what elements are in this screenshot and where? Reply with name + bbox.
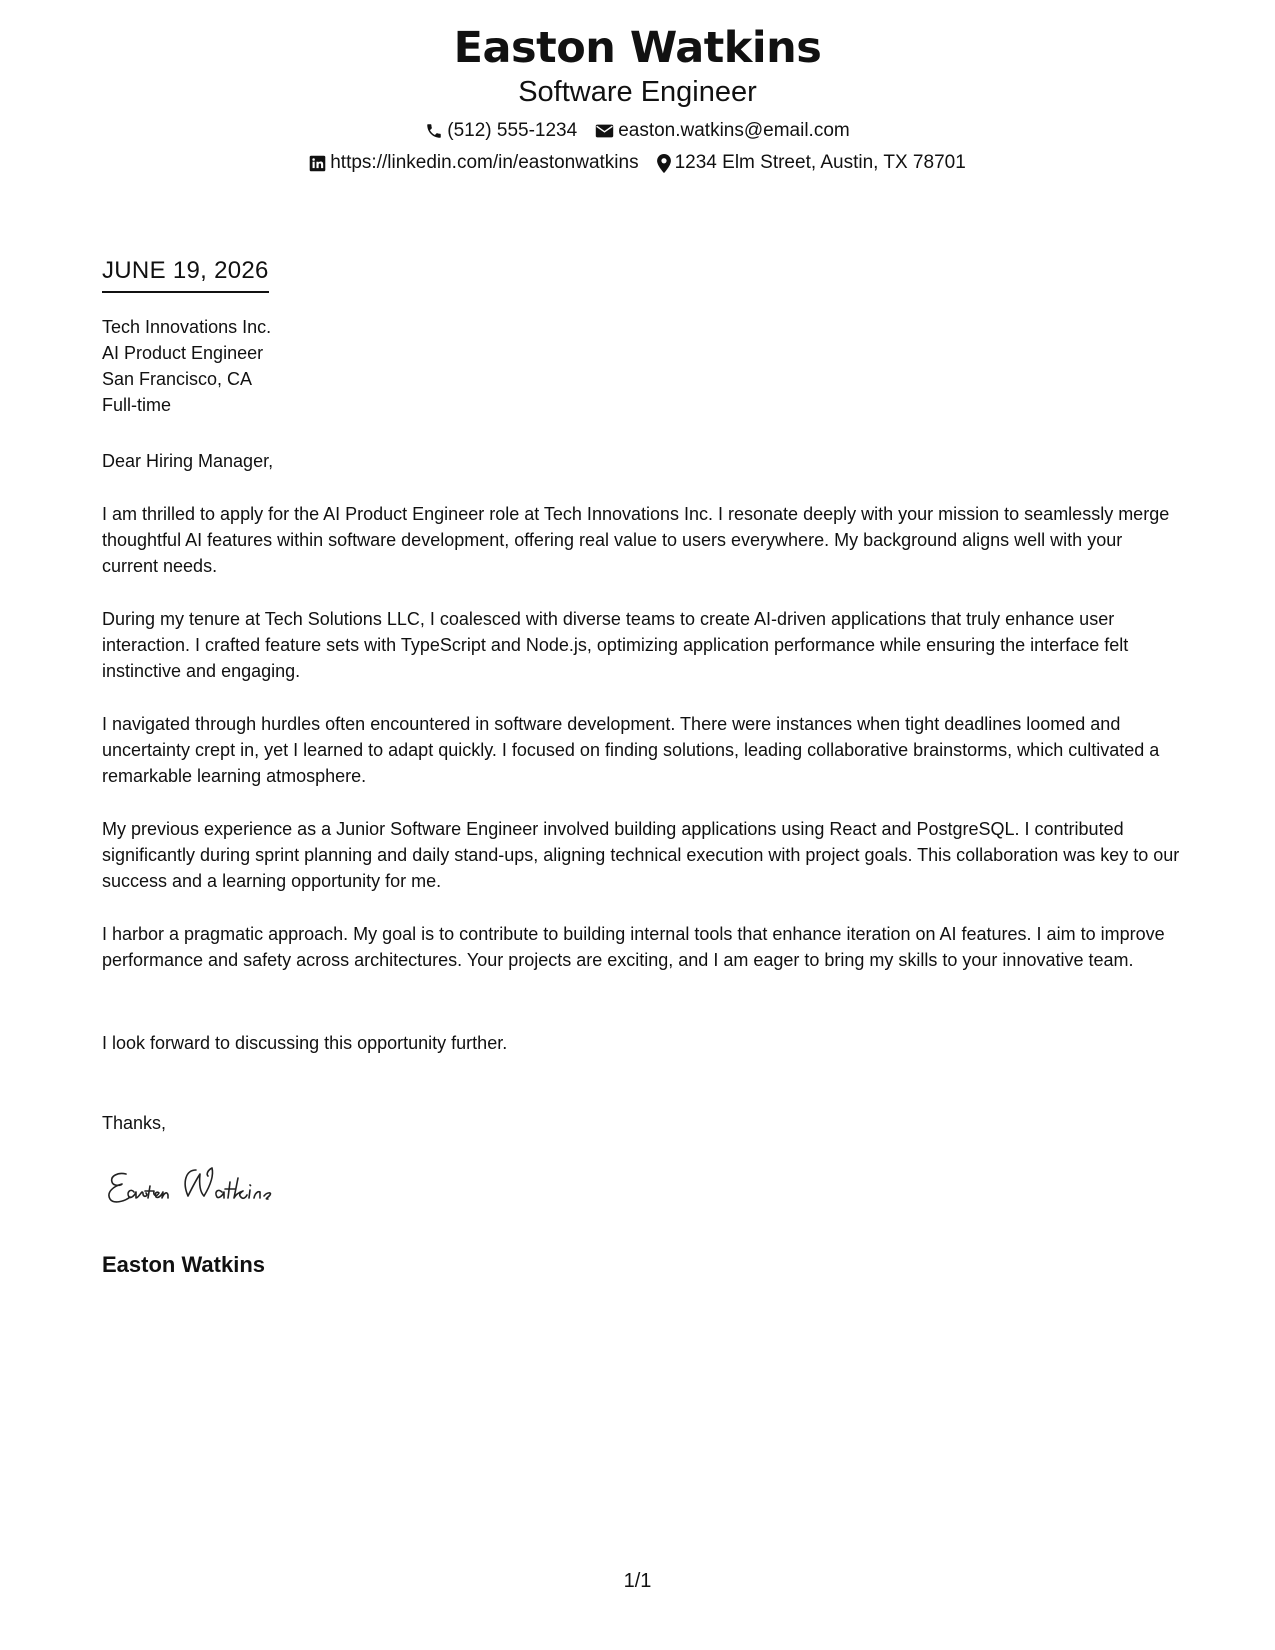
contact-linkedin[interactable] bbox=[309, 151, 638, 175]
letter-date: JUNE 19, 2026 bbox=[102, 256, 269, 293]
street-address: 1234 Elm Street, Austin, TX 78701 bbox=[674, 152, 966, 173]
letter-header bbox=[0, 22, 1275, 175]
body-paragraph: I harbor a pragmatic approach. My goal is to contribute to building internal tools that enhance iteration on AI features. I aim to improve performance and safety across architectures. Your projects are exciting, and I am eager to bring my skills to your innovative team. bbox=[102, 924, 1165, 970]
recipient-company: Tech Innovations Inc. bbox=[102, 317, 272, 337]
signer-name: Easton Watkins bbox=[102, 1252, 265, 1277]
phone-icon bbox=[425, 122, 443, 140]
contact-address bbox=[657, 151, 966, 175]
contact-phone bbox=[425, 119, 577, 143]
body-paragraph: During my tenure at Tech Solutions LLC, I coalesced with diverse teams to create AI-driven applications that truly enhance user interaction. I crafted feature sets with TypeScript and Node.js, optimizing application performance while ensuring the interface felt instinctive and engaging. bbox=[102, 609, 1129, 681]
applicant-name: Easton Watkins bbox=[453, 23, 822, 73]
recipient-block bbox=[102, 314, 1182, 418]
linkedin-icon bbox=[309, 155, 326, 172]
signoff: Thanks, bbox=[102, 1113, 167, 1133]
recipient-position: AI Product Engineer bbox=[102, 343, 264, 363]
body-paragraph: I am thrilled to apply for the AI Product Engineer role at Tech Innovations Inc. I resonate deeply with your mission to seamlessly merge thoughtful AI features within software development, offering real value to users everywhere. My background aligns well with your current needs. bbox=[102, 504, 1170, 576]
recipient-location: San Francisco, CA bbox=[102, 369, 253, 389]
contact-email[interactable] bbox=[595, 119, 850, 143]
handwritten-signature bbox=[104, 1162, 364, 1208]
map-pin-icon bbox=[657, 154, 671, 173]
contact-row-secondary bbox=[0, 151, 1275, 175]
closing-line: I look forward to discussing this opportunity further. bbox=[102, 1033, 508, 1053]
letter-body bbox=[102, 501, 1182, 1000]
salutation: Dear Hiring Manager, bbox=[102, 451, 274, 471]
linkedin-url[interactable]: https://linkedin.com/in/eastonwatkins bbox=[330, 152, 639, 173]
body-paragraph: My previous experience as a Junior Software Engineer involved building applications using React and PostgreSQL. I contributed significantly during sprint planning and daily stand-ups, aligning technical execution with project goals. This collaboration was key to our success and a learning opportunity for me. bbox=[102, 819, 1180, 891]
body-paragraph: I navigated through hurdles often encountered in software development. There were instances when tight deadlines loomed and uncertainty crept in, yet I learned to adapt quickly. I focused on finding solutions, leading collaborative brainstorms, which cultivated a remarkable learning atmosphere. bbox=[102, 714, 1160, 786]
recipient-employment-type: Full-time bbox=[102, 395, 172, 415]
envelope-icon bbox=[595, 123, 614, 139]
phone-number: (512) 555-1234 bbox=[447, 120, 578, 141]
email-address[interactable]: easton.watkins@email.com bbox=[618, 120, 850, 141]
contact-row-primary bbox=[0, 119, 1275, 143]
page-number: 1/1 bbox=[623, 1570, 652, 1592]
applicant-title: Software Engineer bbox=[518, 76, 757, 108]
